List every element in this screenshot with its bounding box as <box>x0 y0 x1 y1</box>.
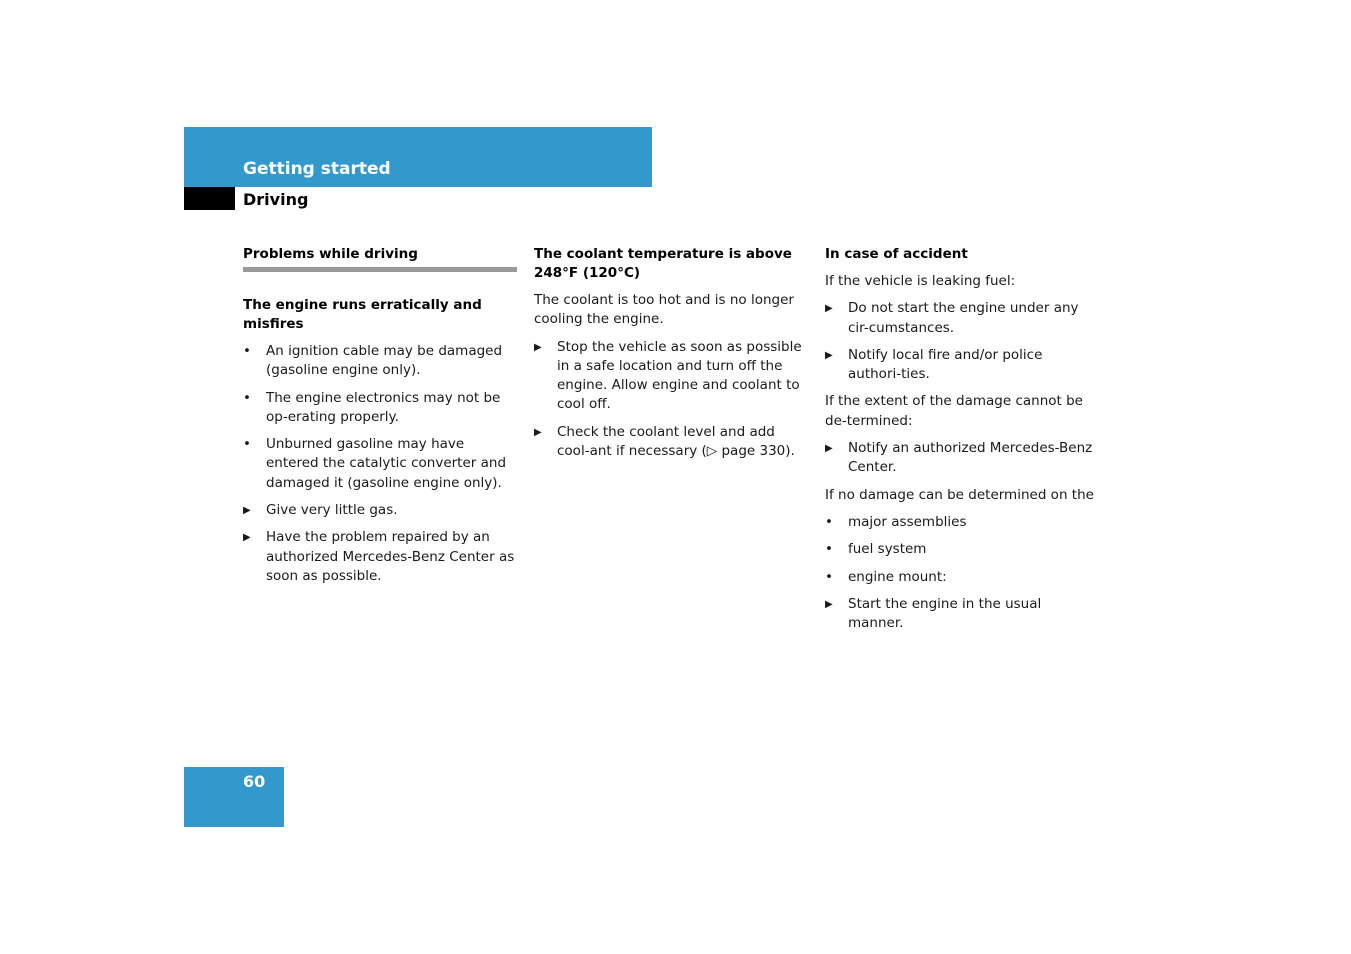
list-item-text: major assemblies <box>848 513 967 530</box>
bullet-icon: • <box>825 568 833 585</box>
step-item <box>243 528 517 586</box>
step-arrow-icon: ▶ <box>534 426 542 438</box>
list-item-text: An ignition cable may be damaged (gasoline engine only). <box>266 343 503 379</box>
heading-problems-while-driving: Problems while driving <box>243 246 418 262</box>
list-item-text: fuel system <box>848 541 927 558</box>
step-arrow-icon: ▶ <box>534 341 542 353</box>
step-text: Have the problem repaired by an authorized Mercedes-Benz Center as soon as possible. <box>266 529 515 584</box>
step-text: Notify local fire and/or police authori-ties. <box>848 346 1043 383</box>
step-item <box>534 423 806 462</box>
paragraph-text: If no damage can be determined on the <box>825 486 1094 503</box>
step-item <box>534 338 806 415</box>
step-arrow-icon: ▶ <box>825 349 833 361</box>
paragraph-text: If the extent of the damage cannot be de-termined: <box>825 393 1083 429</box>
step-text: Notify an authorized Mercedes-Benz Center. <box>848 440 1093 476</box>
step-item <box>825 595 1097 634</box>
list-item-text: Unburned gasoline may have entered the catalytic converter and damaged it (gasoline engine only). <box>266 436 507 491</box>
list-item <box>825 540 1097 559</box>
list-item <box>243 389 517 428</box>
step-text: Do not start the engine under any cir-cumstances. <box>848 300 1079 336</box>
bullet-icon: • <box>825 541 833 558</box>
step-text: Check the coolant level and add cool-ant if necessary (▷ page 330). <box>557 423 795 460</box>
list-item-text: engine mount: <box>848 568 947 585</box>
subheading-engine-misfires: The engine runs erratically and misfires <box>243 297 482 332</box>
column-in-case-of-accident <box>825 245 1097 633</box>
subsection-title: Driving <box>243 190 309 209</box>
list-item-text: The engine electronics may not be op-erating properly. <box>266 389 501 425</box>
step-arrow-icon: ▶ <box>825 443 833 455</box>
intro-text: The coolant is too hot and is no longer cooling the engine. <box>534 292 794 328</box>
bullet-icon: • <box>243 389 251 406</box>
list-item <box>825 513 1097 532</box>
list-item <box>243 435 517 493</box>
step-item <box>825 439 1097 478</box>
step-item <box>243 501 517 520</box>
step-text: Start the engine in the usual manner. <box>848 595 1042 632</box>
bullet-icon: • <box>243 343 251 359</box>
list-item <box>825 568 1097 587</box>
heading-rule <box>243 267 517 272</box>
list-item <box>243 342 517 381</box>
paragraph-text: If the vehicle is leaking fuel: <box>825 273 1016 289</box>
bullet-icon: • <box>243 436 251 453</box>
heading-in-case-of-accident: In case of accident <box>825 246 968 262</box>
step-arrow-icon: ▶ <box>243 505 251 517</box>
heading-coolant-temperature: The coolant temperature is above 248°F (120°C) <box>534 246 792 281</box>
step-item <box>825 299 1097 338</box>
column-coolant-temperature <box>534 245 806 461</box>
step-arrow-icon: ▶ <box>825 303 833 315</box>
step-text: Stop the vehicle as soon as possible in a safe location and turn off the engine. Allow engine and coolant to cool off. <box>557 338 802 413</box>
section-title: Getting started <box>243 159 391 179</box>
step-text: Give very little gas. <box>266 502 398 519</box>
bullet-icon: • <box>825 513 833 530</box>
page-number: 60 <box>243 772 266 791</box>
step-arrow-icon: ▶ <box>825 598 833 610</box>
step-arrow-icon: ▶ <box>243 532 251 544</box>
page-number-box <box>184 767 284 827</box>
column-problems-while-driving <box>243 245 517 586</box>
step-item <box>825 346 1097 385</box>
section-marker-tab <box>184 187 235 210</box>
